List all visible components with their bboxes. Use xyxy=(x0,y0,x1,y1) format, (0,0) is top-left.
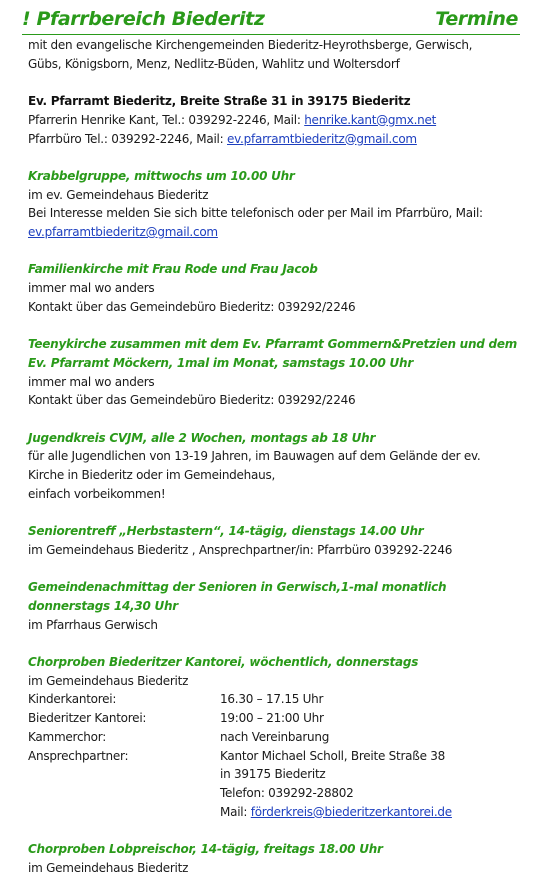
choir-mail xyxy=(28,803,533,822)
event-title: Familienkirche mit Frau Rode und Frau Jacob xyxy=(28,262,318,277)
event-detail: einfach vorbeikommen! xyxy=(28,486,166,501)
event-title: Teenykirche zusammen mit dem Ev. Pfarramt Gommern&Pretzien und dem xyxy=(28,337,518,352)
lobpreis-place: im Gemeindehaus Biederitz xyxy=(28,860,189,875)
choir-contact-line: in 39175 Biederitz xyxy=(220,767,326,782)
event-title: donnerstags 14,30 Uhr xyxy=(28,598,178,613)
choir-row xyxy=(28,747,533,766)
pastor-contact xyxy=(28,111,533,130)
event-title: Jugendkreis CVJM, alle 2 Wochen, montags ab 18 Uhr xyxy=(28,430,376,445)
page-header xyxy=(22,8,520,35)
page-header-right: Termine xyxy=(435,8,518,30)
event-block xyxy=(28,260,533,335)
event-detail: immer mal wo anders xyxy=(28,374,155,389)
choir-title: Chorproben Biederitzer Kantorei, wöchentlich, donnerstags xyxy=(28,655,419,670)
choir-row-value: nach Vereinbarung xyxy=(220,729,330,744)
choir-mail-link[interactable]: förderkreis@biederitzerkantorei.de xyxy=(250,804,452,819)
event-block xyxy=(28,578,533,653)
choir-row xyxy=(28,728,533,747)
office-contact-text: Pfarrbüro Tel.: 039292-2246, Mail: xyxy=(28,131,227,146)
content xyxy=(28,36,533,878)
event-detail: im ev. Gemeindehaus Biederitz xyxy=(28,187,209,202)
event-detail: immer mal wo anders xyxy=(28,281,155,296)
choir-contact-line: Telefon: 039292-28802 xyxy=(220,786,354,800)
page-title: ! Pfarrbereich Biederitz xyxy=(22,8,265,30)
event-title: Seniorentreff „Herbstastern“, 14-tägig, dienstags 14.00 Uhr xyxy=(28,524,424,539)
office-contact xyxy=(28,130,533,149)
event-block xyxy=(28,167,533,261)
event-block xyxy=(28,335,533,429)
event-detail: im Pfarrhaus Gerwisch xyxy=(28,617,158,632)
choir-row xyxy=(28,690,533,709)
event-block xyxy=(28,429,533,523)
event-detail: Bei Interesse melden Sie sich bitte telefonisch oder per Mail im Pfarrbüro, Mail: xyxy=(28,206,483,221)
event-detail: Kirche in Biederitz oder im Gemeindehaus, xyxy=(28,468,276,483)
choir-row-key: Biederitzer Kantorei: xyxy=(28,711,147,726)
office-mail-link[interactable]: ev.pfarramtbiederitz@gmail.com xyxy=(227,131,417,146)
event-link-line xyxy=(28,223,533,242)
office-heading: Ev. Pfarramt Biederitz, Breite Straße 31 in 39175 Biederitz xyxy=(28,94,411,109)
intro-line: mit den evangelische Kirchengemeinden Biederitz-Heyrothsberge, Gerwisch, xyxy=(28,38,473,52)
choir-place: im Gemeindehaus Biederitz xyxy=(28,673,189,688)
choir-row-value: Kantor Michael Scholl, Breite Straße 38 xyxy=(220,748,446,763)
choir-mail-label: Mail: xyxy=(220,804,251,819)
event-detail: für alle Jugendlichen von 13-19 Jahren, im Bauwagen auf dem Gelände der ev. xyxy=(28,449,481,464)
event-title: Ev. Pfarramt Möckern, 1mal im Monat, samstags 10.00 Uhr xyxy=(28,355,413,370)
choir-row-key: Kinderkantorei: xyxy=(28,692,117,707)
pastor-contact-text: Pfarrerin Henrike Kant, Tel.: 039292-2246, Mail: xyxy=(28,112,305,127)
event-block xyxy=(28,522,533,578)
event-detail: Kontakt über das Gemeindebüro Biederitz: 039292/2246 xyxy=(28,393,356,408)
event-detail: Kontakt über das Gemeindebüro Biederitz: 039292/2246 xyxy=(28,299,356,314)
pastor-mail-link[interactable]: henrike.kant@gmx.net xyxy=(304,112,437,127)
event-detail: im Gemeindehaus Biederitz , Ansprechpartner/in: Pfarrbüro 039292-2246 xyxy=(28,542,453,557)
choir-row-value: 19:00 – 21:00 Uhr xyxy=(220,711,324,726)
choir-row-key: Kammerchor: xyxy=(28,729,107,744)
event-title: Krabbelgruppe, mittwochs um 10.00 Uhr xyxy=(28,168,295,183)
choir-row-value: 16.30 – 17.15 Uhr xyxy=(220,692,324,707)
choir-row-key: Ansprechpartner: xyxy=(28,748,129,763)
lobpreis-title: Chorproben Lobpreischor, 14-tägig, freitags 18.00 Uhr xyxy=(28,842,383,857)
intro-line: Gübs, Königsborn, Menz, Nedlitz-Büden, Wahlitz und Woltersdorf xyxy=(28,56,400,71)
event-mail-link[interactable]: ev.pfarramtbiederitz@gmail.com xyxy=(28,225,218,239)
events-list xyxy=(28,167,533,653)
event-title: Gemeindenachmittag der Senioren in Gerwisch,1-mal monatlich xyxy=(28,580,447,595)
choir-row xyxy=(28,709,533,728)
